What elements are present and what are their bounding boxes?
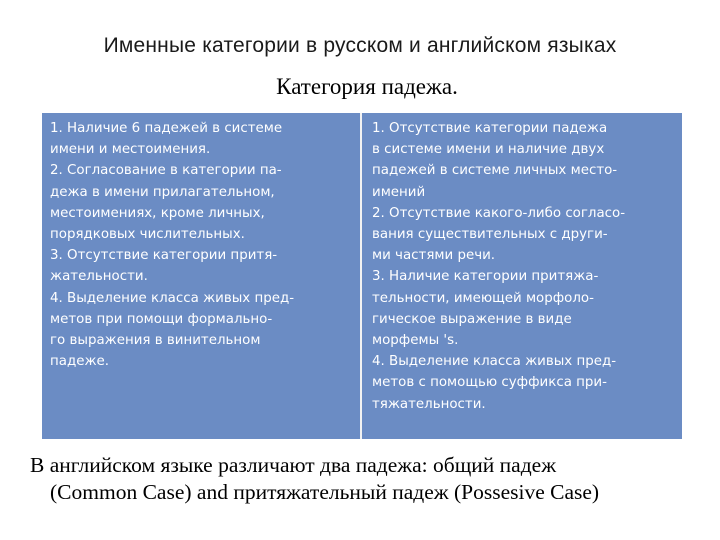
table-cell-english: 1. Отсутствие категории падежа в системе имени и наличие двух падежей в системе личных место- имений 2. Отсутствие какого-либо согласо- вания существительных с други- ми частями речи. 3. Наличие категории притяжа- тельности, имеющей морфоло- гическое выражение в виде морфемы 's. 4. Выделение класса живых пред- метов с помощью суффикса при- тяжательности. — [362, 113, 682, 439]
footer-line-2: (Common Case) and притяжательный падеж (Possesive Case) — [50, 480, 600, 504]
comparison-table — [42, 113, 682, 439]
table-cell-russian: 1. Наличие 6 падежей в системе имени и местоимения. 2. Согласование в категории па- дежа в имени прилагательном, местоимениях, кроме личных, порядковых числительных. 3. Отсутствие категории притя- жательности. 4. Выделение класса живых пред- метов при помощи формально- го выражения в винительном падеже. — [42, 113, 362, 439]
footer-text — [30, 452, 700, 506]
slide-subtitle: Категория падежа. — [276, 74, 458, 99]
footer-line-1: В английском языке различают два падежа: общий падеж — [30, 453, 557, 477]
slide-title: Именные категории в русском и английском языках — [103, 34, 617, 57]
